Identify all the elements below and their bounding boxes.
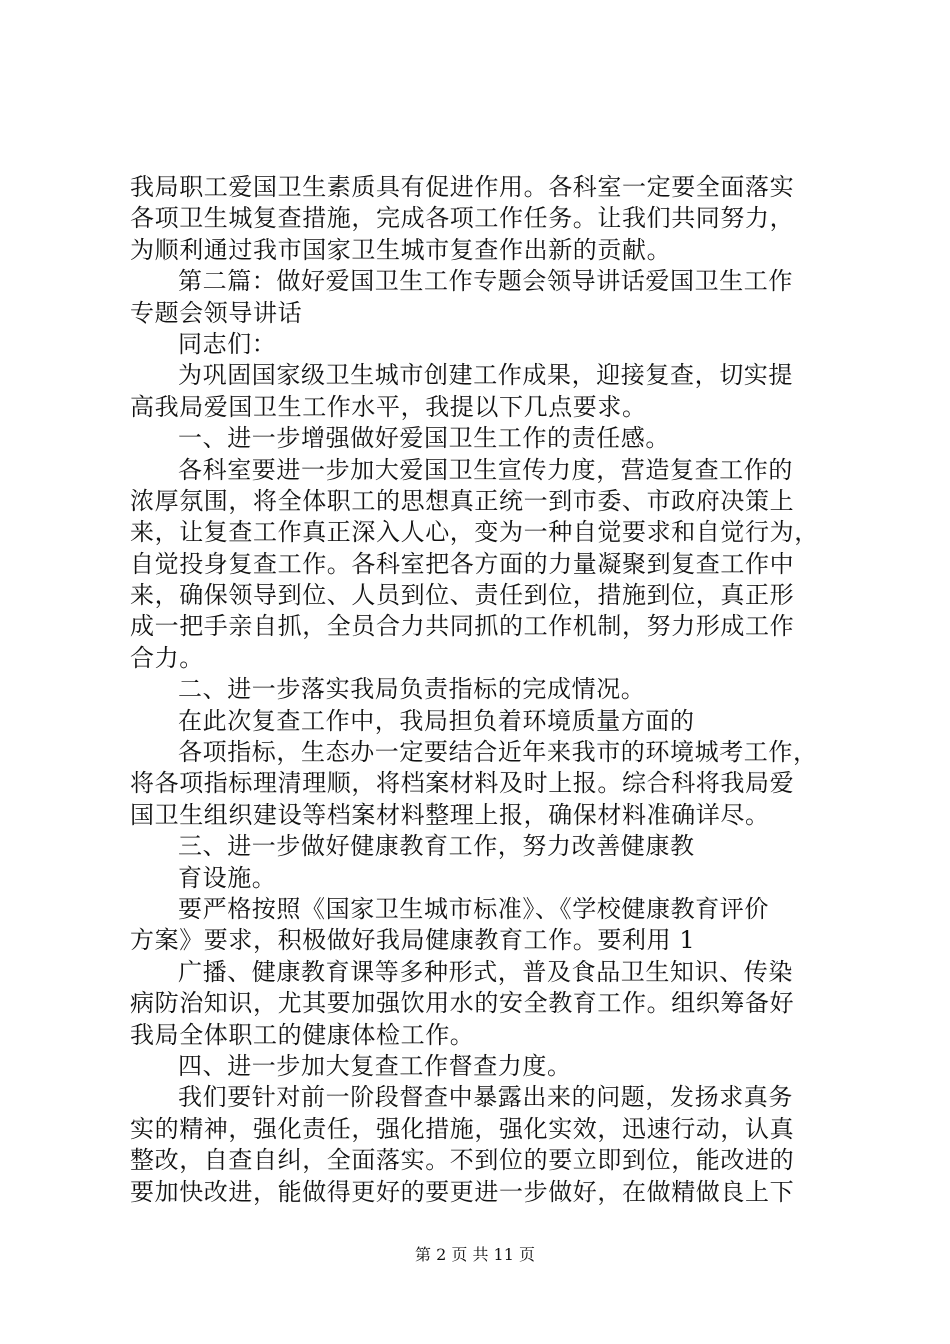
text-line: 各科室要进一步加大爱国卫生宣传力度，营造复查工作的 [178, 455, 793, 484]
document-body [130, 172, 830, 1208]
point-heading-3-continued: 育设施。 [178, 863, 277, 892]
point-heading-1: 一、进一步增强做好爱国卫生工作的责任感。 [178, 424, 670, 453]
section-heading-continued: 专题会领导讲话 [130, 298, 303, 327]
text-line: 实的精神，强化责任，强化措施，强化实效，迅速行动，认真 [130, 1114, 795, 1143]
text-line: 各项卫生城复查措施，完成各项工作任务。让我们共同努力， [130, 204, 795, 233]
text-line: 广播、健康教育课等多种形式，普及食品卫生知识、传染 [178, 957, 793, 986]
text-line: 合力。 [130, 643, 204, 672]
page-number-footer: 第 2 页 共 11 页 [415, 1245, 535, 1264]
text-line: 国卫生组织建设等档案材料整理上报，确保材料准确详尽。 [130, 800, 770, 829]
text-line: 来，确保领导到位、人员到位、责任到位，措施到位，真正形 [130, 581, 795, 610]
text-line: 要加快改进，能做得更好的要更进一步做好，在做精做良上下 [130, 1177, 795, 1206]
text-line: 高我局爱国卫生工作水平，我提以下几点要求。 [130, 392, 647, 421]
text-line: 要严格按照《国家卫生城市标准》、《学校健康教育评价 [178, 894, 769, 923]
section-heading: 第二篇：做好爱国卫生工作专题会领导讲话爱国卫生工作 [178, 267, 793, 296]
text-line: 自觉投身复查工作。各科室把各方面的力量凝聚到复查工作中 [130, 549, 795, 578]
text-line: 在此次复查工作中，我局担负着环境质量方面的 [178, 706, 695, 735]
text-line: 我局全体职工的健康体检工作。 [130, 1020, 475, 1049]
point-heading-4: 四、进一步加大复查工作督查力度。 [178, 1051, 572, 1080]
text-line: 各项指标，生态办一定要结合近年来我市的环境城考工作， [178, 738, 818, 767]
salutation: 同志们： [178, 329, 277, 358]
text-line: 为巩固国家级卫生城市创建工作成果，迎接复查，切实提 [178, 361, 793, 390]
text-line: 浓厚氛围，将全体职工的思想真正统一到市委、市政府决策上 [130, 486, 795, 515]
text-line: 整改，自查自纠，全面落实。不到位的要立即到位，能改进的 [130, 1146, 795, 1175]
text-line: 我们要针对前一阶段督查中暴露出来的问题，发扬求真务 [178, 1083, 793, 1112]
text-line: 方案》要求，积极做好我局健康教育工作。要利用 1 [130, 926, 696, 955]
text-line: 病防治知识，尤其要加强饮用水的安全教育工作。组织筹备好 [130, 989, 795, 1018]
text-line: 我局职工爱国卫生素质具有促进作用。各科室一定要全面落实 [130, 173, 795, 201]
text-line: 来，让复查工作真正深入人心，变为一种自觉要求和自觉行为， [130, 518, 819, 547]
text-line: 将各项指标理清理顺，将档案材料及时上报。综合科将我局爱 [130, 769, 795, 798]
text-line: 成一把手亲自抓，全员合力共同抓的工作机制，努力形成工作 [130, 612, 795, 641]
point-heading-2: 二、进一步落实我局负责指标的完成情况。 [178, 675, 646, 704]
text-line: 为顺利通过我市国家卫生城市复查作出新的贡献。 [130, 235, 672, 264]
point-heading-3: 三、进一步做好健康教育工作，努力改善健康教 [178, 832, 695, 861]
